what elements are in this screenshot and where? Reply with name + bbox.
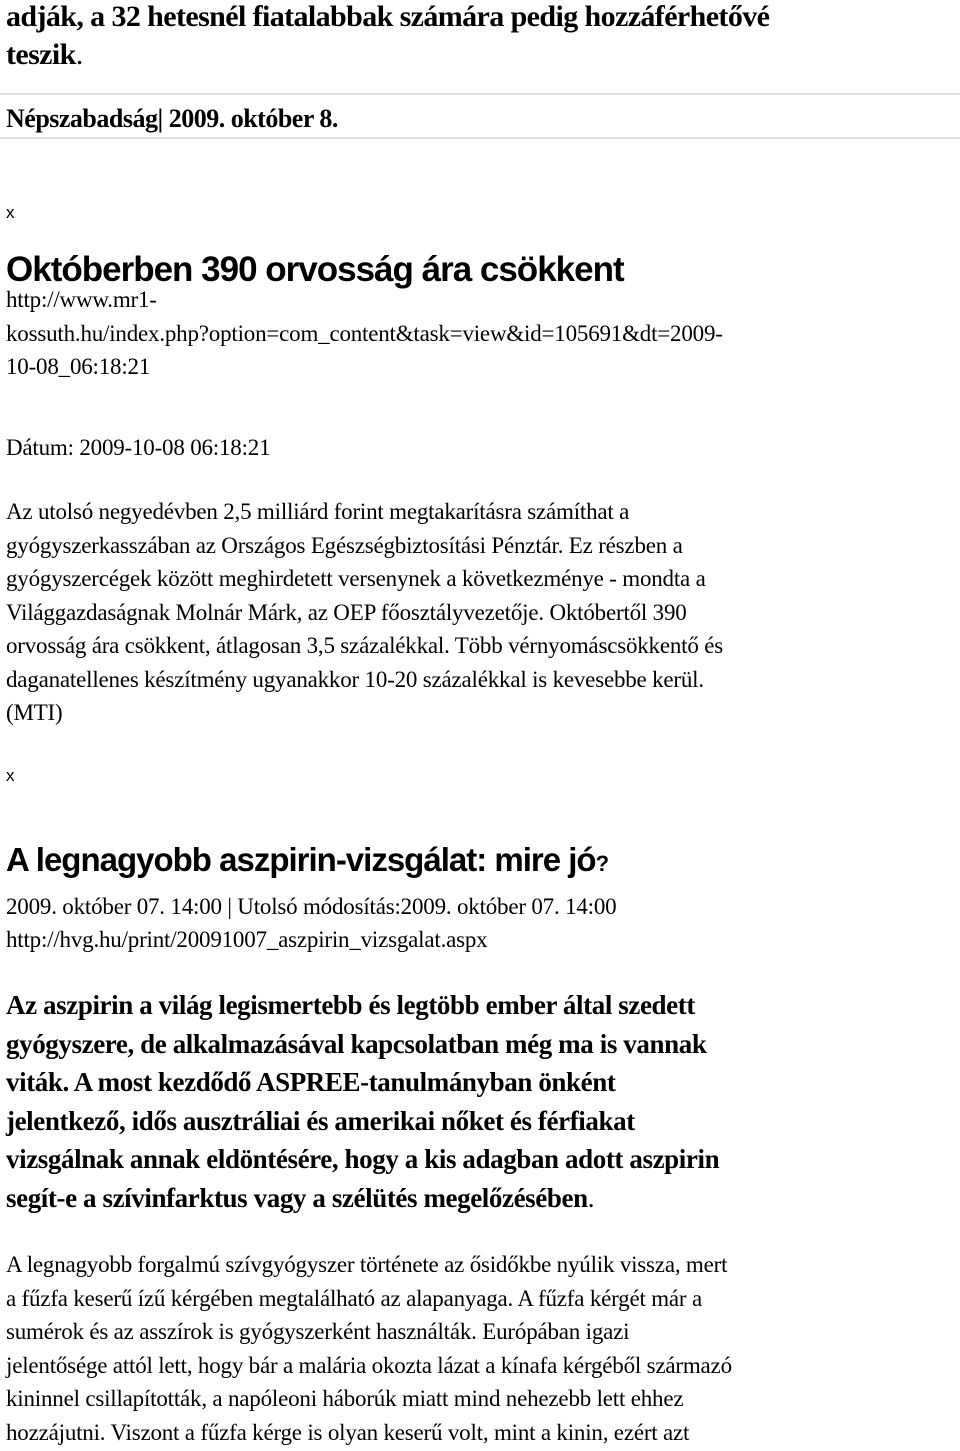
article-url[interactable]: http://www.mr1- kossuth.hu/index.php?option=com_content&task=view&id=105691&dt=2009- 10-08_06:18:21 <box>6 287 723 379</box>
article-meta: 2009. október 07. 14:00 | Utolsó módosítás:2009. október 07. 14:00 <box>6 894 617 919</box>
article-body: Az utolsó negyedévben 2,5 milliárd forint megtakarításra számíthat a gyógyszerkasszában az Országos Egészségbiztosítási Pénztár. Ez részben a gyógyszercégek között meghirdetett versenynek a következménye - mondta a Világgazdaságnak Molnár Márk, az OEP főosztályvezetője. Októbertől 390 orvosság ára csökkent, átlagosan 3,5 százalékkal. Több vérnyomáscsökkentő és daganatellenes készítmény ugyanakkor 10-20 százalékkal is kevesebbe kerül. (MTI) <box>6 499 723 725</box>
lead-text: adják, a 32 hetesnél fiatalabbak számára pedig hozzáférhetővé teszik <box>6 0 770 71</box>
lead-paragraph <box>6 0 769 74</box>
article-lead-text: Az aszpirin a világ legismertebb és legtöbb ember által szedett gyógyszere, de alkalmazásával kapcsolatban még ma is vannak viták. A most kezdődő ASPREE-tanulmányban önként jelentkező, idős ausztráliai és amerikai nőket és férfiakat vizsgálnak annak eldöntésére, hogy a kis adagban adott aszpirin segít-e a szívinfarktus vagy a szélütés megelőzésében <box>6 990 720 1213</box>
article-title-end: ? <box>595 851 609 876</box>
article-title: Októberben 390 orvosság ára csökkent <box>6 250 624 289</box>
separator-mark: x <box>6 203 15 222</box>
article-title <box>6 838 608 886</box>
separator-mark: x <box>6 766 15 785</box>
divider-top <box>0 93 960 95</box>
article-lead <box>6 986 719 1217</box>
article-lead-end: . <box>587 1182 595 1213</box>
article-body: A legnagyobb forgalmú szívgyógyszer története az ősidőkbe nyúlik vissza, mert a fűzfa keserű ízű kérgében megtalálható az alapanyaga. A fűzfa kérgét már a sumérok és az asszírok is gyógyszerként használták. Európában igazi jelentősége attól lett, hogy bár a malária okozta lázat a kínafa kérgéből származó kininnel csillapították, a napóleoni háborúk miatt mind nehezebb lett ehhez hozzájutni. Viszont a fűzfa kérge is olyan keserű volt, mint a kinin, ezért azt <box>6 1252 732 1445</box>
article-title-text: A legnagyobb aszpirin-vizsgálat: mire jó <box>6 841 596 878</box>
divider-bottom <box>0 137 960 139</box>
article-url[interactable]: http://hvg.hu/print/20091007_aszpirin_vizsgalat.aspx <box>6 927 488 952</box>
lead-end: . <box>75 38 83 71</box>
article-date: Dátum: 2009-10-08 06:18:21 <box>6 435 271 460</box>
source-line: Népszabadság| 2009. október 8. <box>6 104 338 133</box>
